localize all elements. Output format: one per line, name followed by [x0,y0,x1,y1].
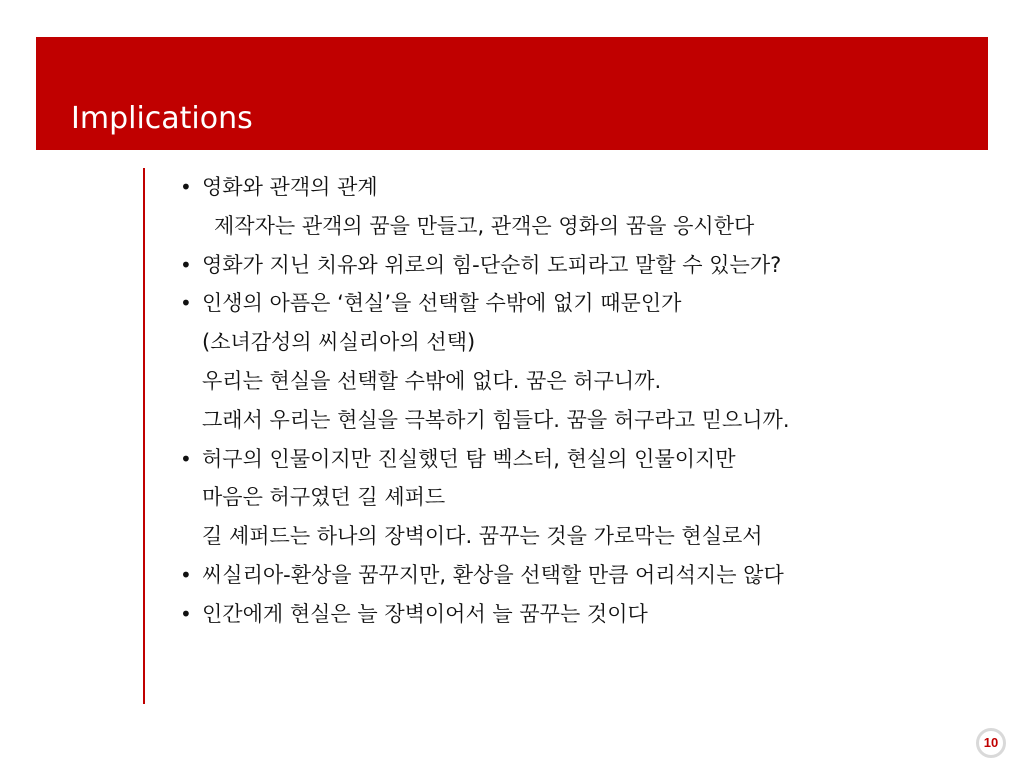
list-item [180,519,970,558]
title-banner [36,37,988,150]
list-item-text: 마음은 허구였던 길 셰퍼드 [202,485,446,510]
slide-title: Implications [71,101,253,136]
list-item-text: 길 셰퍼드는 하나의 장벽이다. 꿈꾸는 것을 가로막는 현실로서 [202,524,763,549]
list-item [180,403,970,442]
list-item [180,248,970,287]
list-item [180,442,970,481]
bullet-dot: • [180,291,192,316]
page-number-badge [976,728,1006,758]
list-item [180,597,970,636]
bullet-dot: • [180,175,192,199]
list-item-text: 영화와 관객의 관계 [202,175,378,199]
bullet-dot: • [180,562,192,587]
list-item-text: 인간에게 현실은 늘 장벽이어서 늘 꿈꾸는 것이다 [202,601,648,626]
list-item-text: 영화가 지닌 치유와 위로의 힘-단순히 도피라고 말할 수 있는가? [202,252,782,277]
list-item [180,558,970,597]
accent-divider [143,168,145,704]
page-number: 10 [983,735,999,750]
bullet-list [180,170,970,636]
list-item-text: (소녀감성의 씨실리아의 선택) [202,330,476,355]
bullet-dot: • [180,446,192,471]
list-item-text: 제작자는 관객의 꿈을 만들고, 관객은 영화의 꿈을 응시한다 [214,213,755,238]
list-item [180,325,970,364]
bullet-dot: • [180,601,192,626]
list-item-text: 씨실리아-환상을 꿈꾸지만, 환상을 선택할 만큼 어리석지는 않다 [202,562,784,587]
bullet-dot: • [180,252,192,277]
list-item [180,364,970,403]
list-item-text: 허구의 인물이지만 진실했던 탐 벡스터, 현실의 인물이지만 [202,446,736,471]
list-item [180,170,970,209]
list-item [180,480,970,519]
list-item-text: 그래서 우리는 현실을 극복하기 힘들다. 꿈을 허구라고 믿으니까. [202,407,790,432]
list-item-text: 인생의 아픔은 ‘현실’을 선택할 수밖에 없기 때문인가 [202,291,682,316]
list-item [180,286,970,325]
list-item [180,209,970,248]
list-item-text: 우리는 현실을 선택할 수밖에 없다. 꿈은 허구니까. [202,368,662,393]
